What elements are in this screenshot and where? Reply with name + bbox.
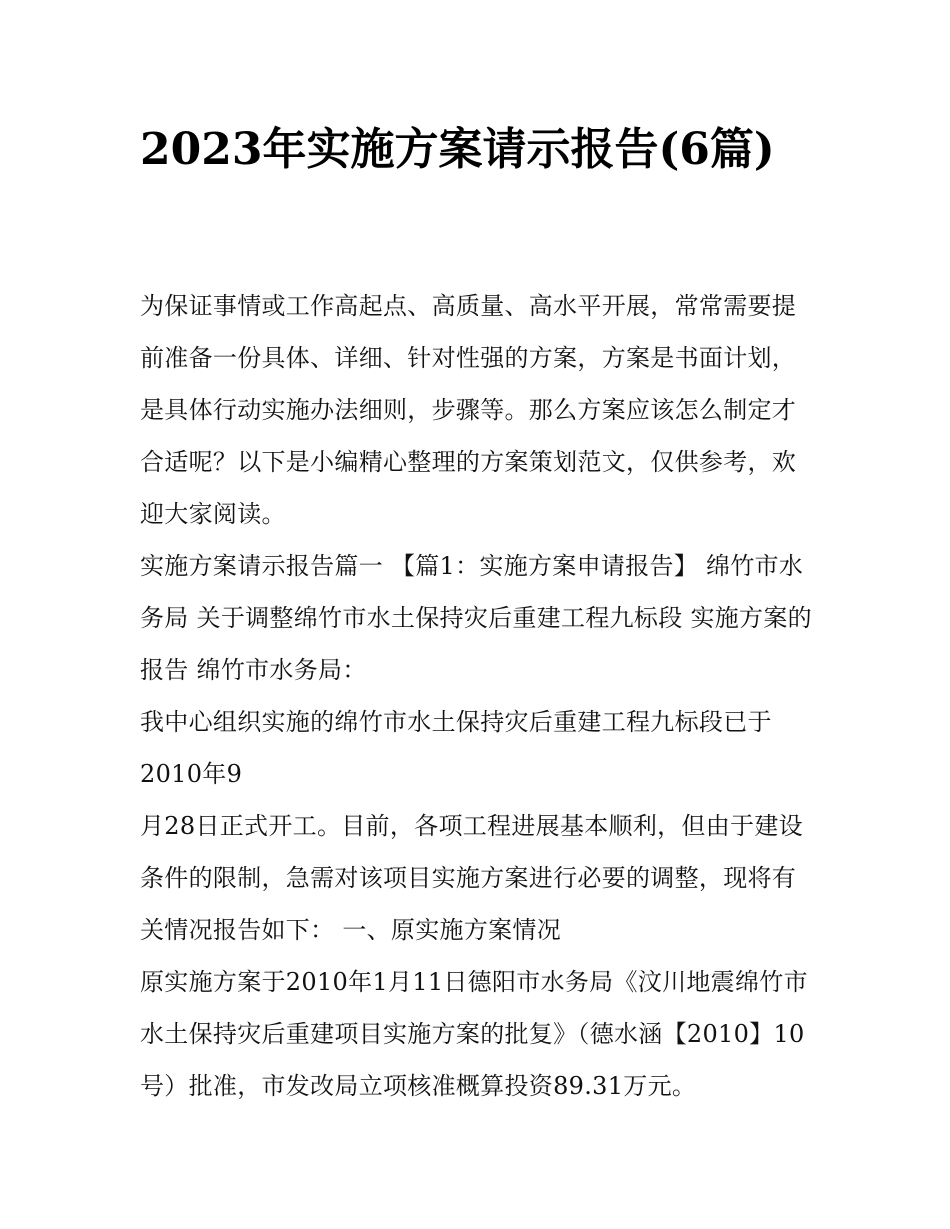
- paragraph-project-start: 我中心组织实施的绵竹市水土保持灾后重建工程九标段已于2010年9: [140, 708, 772, 788]
- document-title: 2023年实施方案请示报告(6篇): [140, 124, 775, 175]
- paragraph-section-1-heading: 实施方案请示报告篇一 【篇1：实施方案申请报告】 绵竹市水务局 关于调整绵竹市水土保持灾后重建工程九标段 实施方案的报告 绵竹市水务局：: [140, 552, 812, 684]
- document-body: [140, 280, 820, 1112]
- paragraph-intro: 为保证事情或工作高起点、高质量、高水平开展，常常需要提前准备一份具体、详细、针对性强的方案，方案是书面计划，是具体行动实施办法细则，步骤等。那么方案应该怎么制定才合适呢？以下是小编精心整理的方案策划范文，仅供参考，欢迎大家阅读。: [140, 292, 797, 528]
- paragraph-original-plan: 原实施方案于2010年1月11日德阳市水务局《汶川地震绵竹市水土保持灾后重建项目实施方案的批复》（德水涵【2010】10号）批准，市发改局立项核准概算投资89.31万元。: [140, 968, 808, 1100]
- paragraph-progress-report: 月28日正式开工。目前，各项工程进展基本顺利，但由于建设条件的限制，急需对该项目实施方案进行必要的调整，现将有关情况报告如下： 一、原实施方案情况: [140, 812, 803, 944]
